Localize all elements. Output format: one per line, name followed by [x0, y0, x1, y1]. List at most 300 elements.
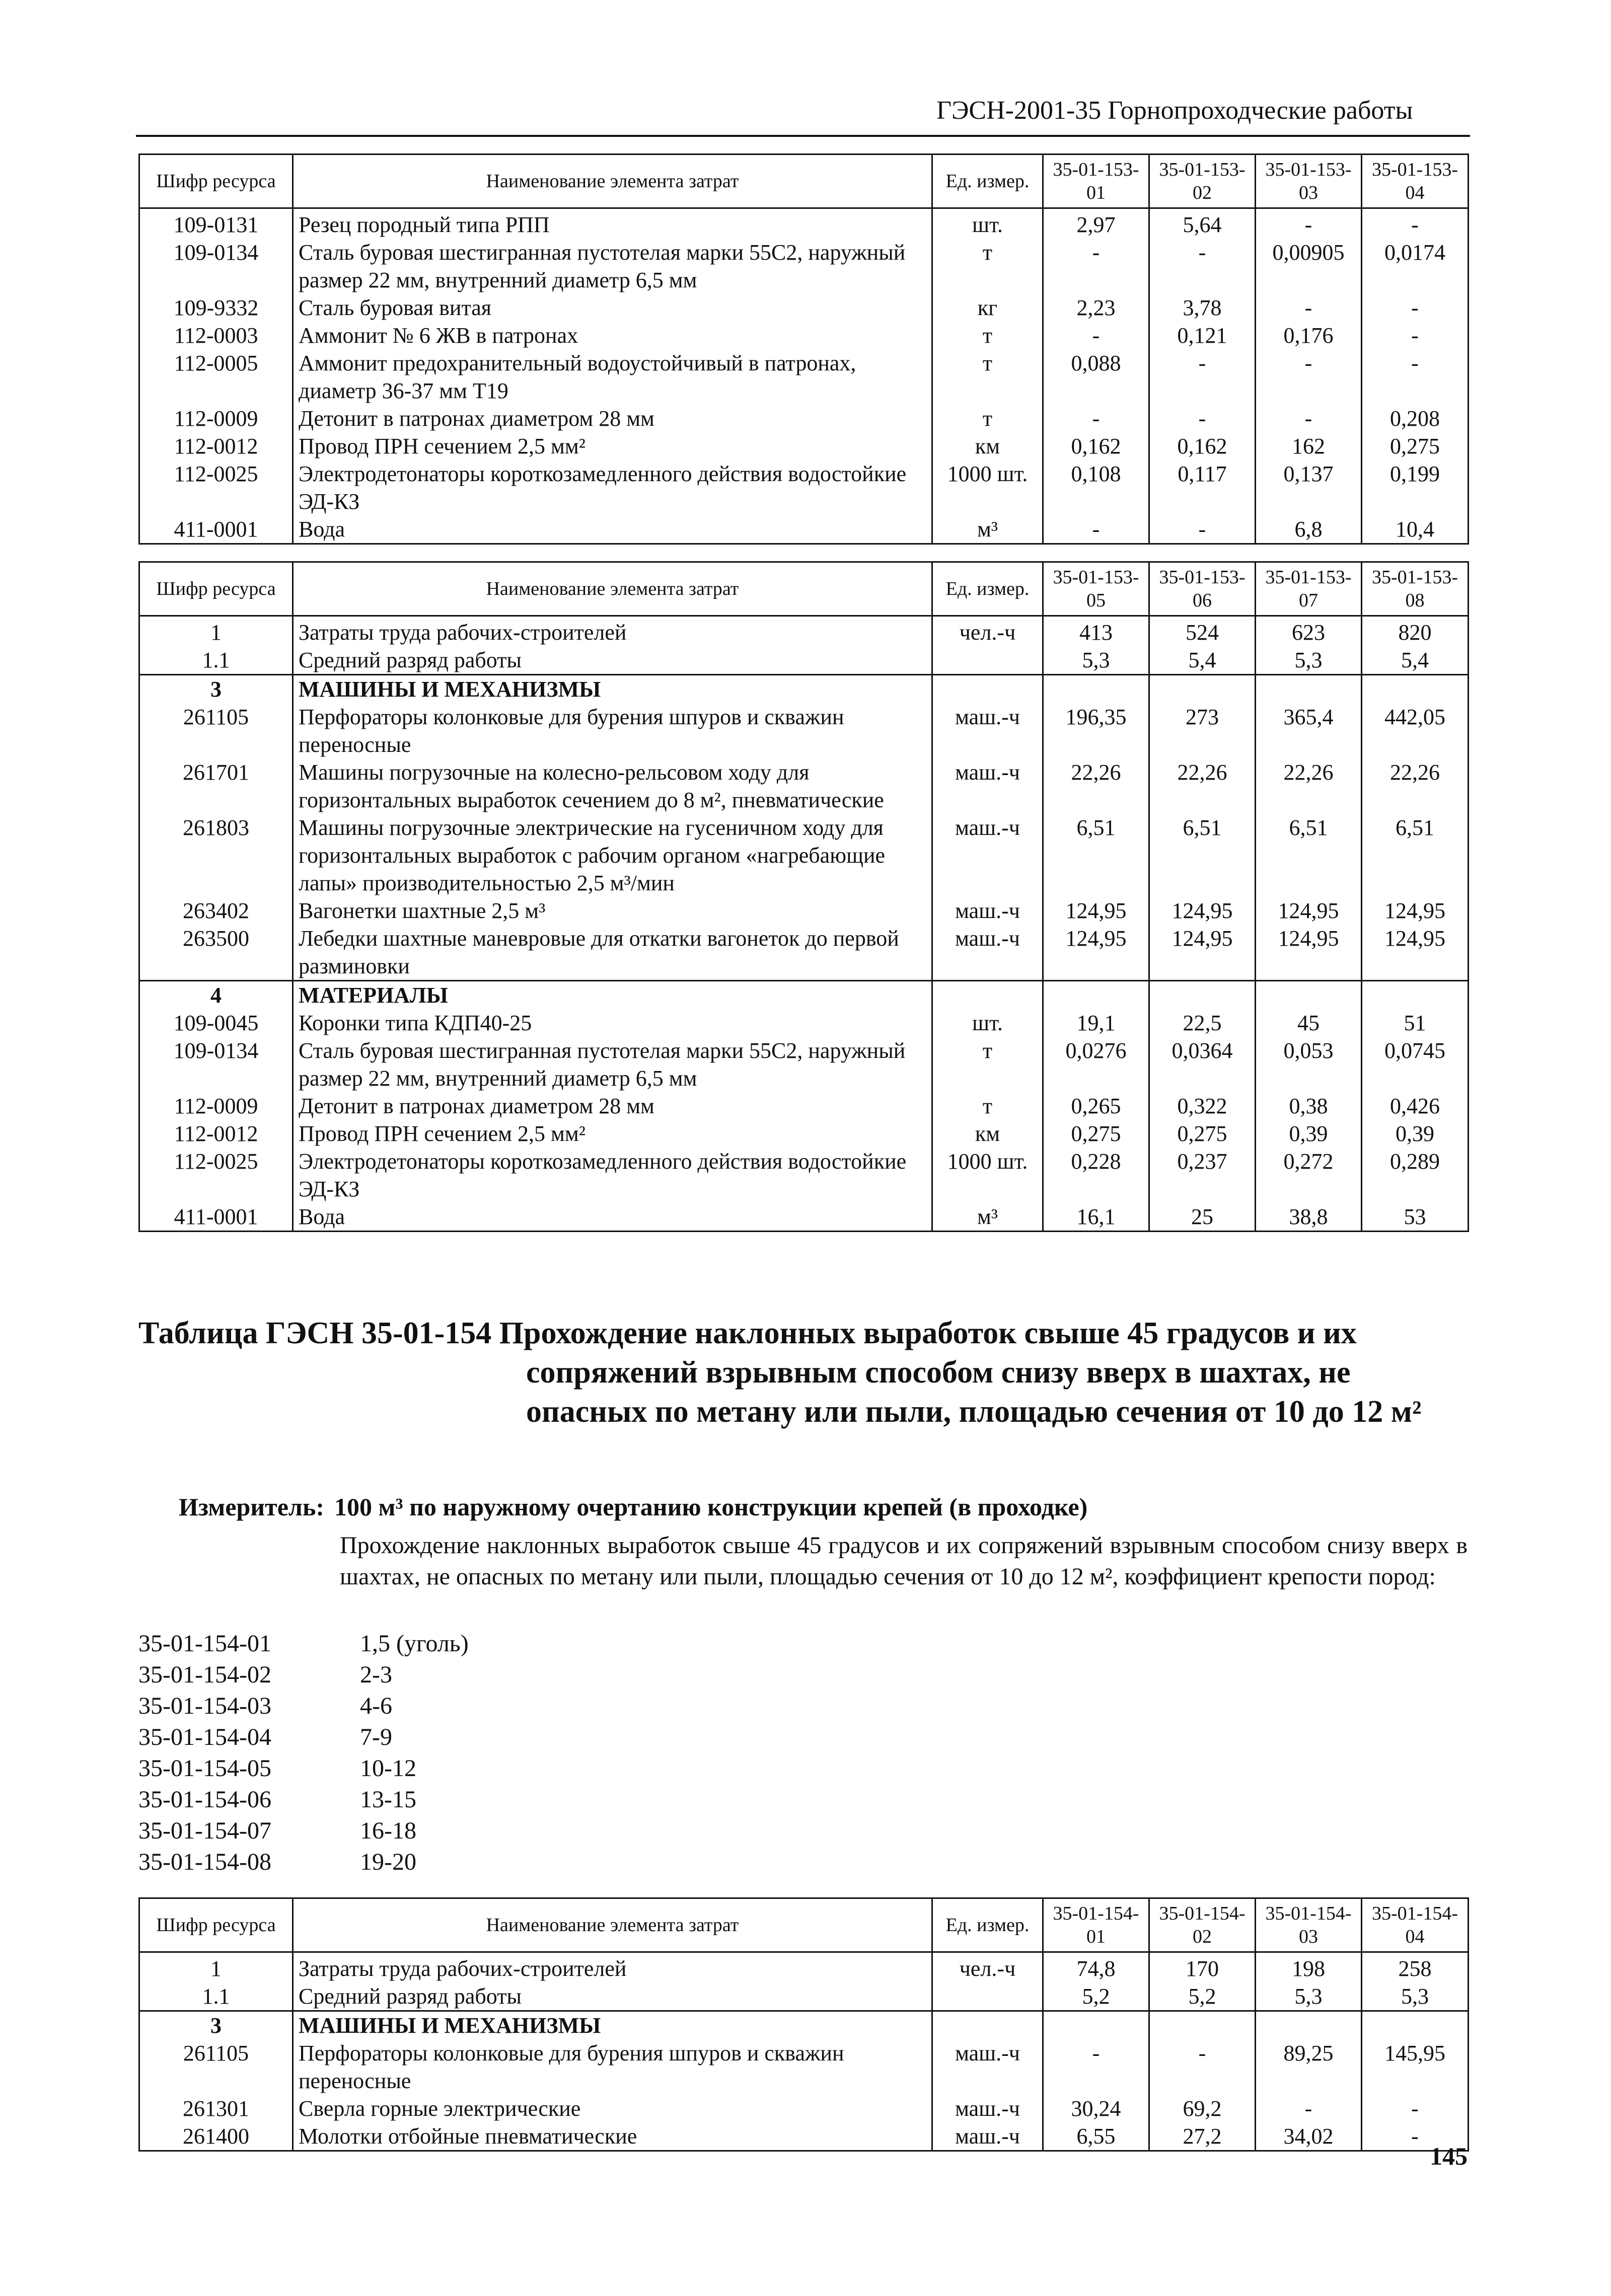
resource-table-153-01-04 [138, 154, 1469, 545]
rock-hardness-range: 16-18 [360, 1817, 416, 1844]
norm-value: 0,275 [1043, 1120, 1149, 1147]
column-header: Ед. измер. [932, 562, 1043, 616]
resource-code: 1 [139, 1952, 293, 1983]
norm-value: 0,289 [1362, 1147, 1469, 1203]
norm-code: 35-01-154-06 [138, 1786, 271, 1813]
norm-value: 0,322 [1149, 1092, 1256, 1120]
norm-value: 30,24 [1043, 2095, 1149, 2122]
table-row [139, 1009, 1469, 1037]
norm-value: 365,4 [1256, 703, 1362, 758]
table-row [139, 294, 1469, 322]
table-row [139, 1147, 1469, 1203]
cost-element-name: МАШИНЫ И МЕХАНИЗМЫ [293, 675, 932, 704]
column-header: 35-01-153-01 [1043, 155, 1149, 208]
norm-value: - [1362, 322, 1469, 349]
norm-value: - [1043, 515, 1149, 544]
norm-value: 0,137 [1256, 460, 1362, 515]
resource-code: 261105 [139, 2039, 293, 2095]
norm-value [1256, 675, 1362, 704]
unit-of-measure: маш.-ч [932, 814, 1043, 897]
norm-code: 35-01-154-03 [138, 1693, 271, 1719]
cost-element-name: Резец породный типа РПП [293, 208, 932, 239]
norm-value [1256, 2011, 1362, 2040]
norm-code-item [138, 1691, 469, 1722]
table-row [139, 460, 1469, 515]
norm-value: - [1149, 405, 1256, 432]
norm-value: 25 [1149, 1203, 1256, 1232]
unit-of-measure: м³ [932, 1203, 1043, 1232]
norm-value: 0,208 [1362, 405, 1469, 432]
table-row [139, 2122, 1469, 2151]
column-header: 35-01-153-03 [1256, 155, 1362, 208]
norm-value: 69,2 [1149, 2095, 1256, 2122]
cost-element-name: Затраты труда рабочих-строителей [293, 1952, 932, 1983]
norm-value: 0,108 [1043, 460, 1149, 515]
norm-value: 10,4 [1362, 515, 1469, 544]
resource-code: 112-0012 [139, 1120, 293, 1147]
norm-value: 162 [1256, 432, 1362, 460]
resource-code: 112-0009 [139, 405, 293, 432]
norm-value: 5,2 [1043, 1982, 1149, 2011]
norm-value [1362, 981, 1469, 1010]
resource-code: 109-0131 [139, 208, 293, 239]
table-row [139, 703, 1469, 758]
cost-element-name: Аммонит № 6 ЖВ в патронах [293, 322, 932, 349]
norm-value: 5,2 [1149, 1982, 1256, 2011]
norm-value: - [1362, 2122, 1469, 2151]
norm-value: - [1256, 294, 1362, 322]
table-row [139, 814, 1469, 897]
norm-code: 35-01-154-07 [138, 1817, 271, 1844]
norm-code-item [138, 1722, 469, 1753]
norm-code: 35-01-154-04 [138, 1724, 271, 1750]
meter-line [179, 1492, 1087, 1521]
table-row [139, 1037, 1469, 1092]
norm-value: 2,23 [1043, 294, 1149, 322]
norm-value [1043, 2011, 1149, 2040]
table-title-lead: Таблица ГЭСН 35-01-154 Прохождение наклонных выработок свыше 45 градусов и их [138, 1316, 1357, 1350]
column-header: Наименование элемента затрат [293, 562, 932, 616]
norm-value: 124,95 [1362, 925, 1469, 981]
unit-of-measure: шт. [932, 1009, 1043, 1037]
norm-value: 0,162 [1043, 432, 1149, 460]
norm-value: - [1256, 349, 1362, 405]
norm-value: 6,51 [1149, 814, 1256, 897]
table-row [139, 405, 1469, 432]
resource-code: 263402 [139, 897, 293, 925]
table-row [139, 646, 1469, 675]
norm-value: 22,26 [1149, 758, 1256, 814]
norm-value: 442,05 [1362, 703, 1469, 758]
norm-value: 6,51 [1256, 814, 1362, 897]
column-header: 35-01-153-02 [1149, 155, 1256, 208]
norm-value: 0,272 [1256, 1147, 1362, 1203]
norm-code: 35-01-154-08 [138, 1849, 271, 1875]
norm-value: - [1362, 208, 1469, 239]
norm-value: 0,117 [1149, 460, 1256, 515]
unit-of-measure [932, 2011, 1043, 2040]
unit-of-measure: маш.-ч [932, 2095, 1043, 2122]
table-row [139, 1203, 1469, 1232]
unit-of-measure: км [932, 1120, 1043, 1147]
cost-element-name: МАТЕРИАЛЫ [293, 981, 932, 1010]
unit-of-measure: шт. [932, 208, 1043, 239]
norm-value: - [1149, 2039, 1256, 2095]
rock-hardness-range: 4-6 [360, 1693, 392, 1719]
page-header: ГЭСН-2001-35 Горнопроходческие работы [936, 96, 1413, 125]
cost-element-name: Перфораторы колонковые для бурения шпуров и скважин переносные [293, 703, 932, 758]
norm-value: 524 [1149, 616, 1256, 647]
norm-value: 0,228 [1043, 1147, 1149, 1203]
norm-value: 820 [1362, 616, 1469, 647]
norm-value: 2,97 [1043, 208, 1149, 239]
unit-of-measure: 1000 шт. [932, 1147, 1043, 1203]
norm-value: 6,51 [1043, 814, 1149, 897]
unit-of-measure: маш.-ч [932, 925, 1043, 981]
norm-value: 34,02 [1256, 2122, 1362, 2151]
norm-value: 0,162 [1149, 432, 1256, 460]
unit-of-measure: маш.-ч [932, 2039, 1043, 2095]
norm-value: 51 [1362, 1009, 1469, 1037]
norm-value: 0,053 [1256, 1037, 1362, 1092]
column-header: Наименование элемента затрат [293, 1898, 932, 1952]
norm-value: 170 [1149, 1952, 1256, 1983]
norm-value: 0,00905 [1256, 239, 1362, 294]
norm-value: 22,5 [1149, 1009, 1256, 1037]
unit-of-measure: т [932, 1037, 1043, 1092]
cost-element-name: Средний разряд работы [293, 646, 932, 675]
norm-code-item [138, 1847, 469, 1878]
norm-value: 124,95 [1043, 925, 1149, 981]
norm-value: - [1149, 349, 1256, 405]
norm-value: 413 [1043, 616, 1149, 647]
norm-value: 0,0174 [1362, 239, 1469, 294]
unit-of-measure [932, 981, 1043, 1010]
unit-of-measure: чел.-ч [932, 616, 1043, 647]
table-row [139, 515, 1469, 544]
norm-value: - [1043, 2039, 1149, 2095]
resource-code: 112-0025 [139, 1147, 293, 1203]
table-title-continuation: сопряжений взрывным способом снизу вверх в шахтах, не опасных по метану или пыли, площадью сечения от 10 до 12 м² [526, 1355, 1422, 1429]
resource-code: 112-0005 [139, 349, 293, 405]
norm-value: 0,199 [1362, 460, 1469, 515]
norm-value: 5,3 [1256, 1982, 1362, 2011]
norm-code-item [138, 1784, 469, 1815]
norm-value: 5,4 [1149, 646, 1256, 675]
norm-value: 19,1 [1043, 1009, 1149, 1037]
norm-value: 196,35 [1043, 703, 1149, 758]
resource-code: 1 [139, 616, 293, 647]
norm-value: 124,95 [1043, 897, 1149, 925]
resource-code: 112-0012 [139, 432, 293, 460]
norm-value: 5,4 [1362, 646, 1469, 675]
norm-value: 0,275 [1149, 1120, 1256, 1147]
table-row [139, 1952, 1469, 1983]
column-header: Шифр ресурса [139, 562, 293, 616]
cost-element-name: Сталь буровая шестигранная пустотелая марки 55С2, наружный размер 22 мм, внутренний диаметр 6,5 мм [293, 239, 932, 294]
column-header: Ед. измер. [932, 155, 1043, 208]
cost-element-name: МАШИНЫ И МЕХАНИЗМЫ [293, 2011, 932, 2040]
resource-code: 3 [139, 2011, 293, 2040]
resource-code: 109-0134 [139, 239, 293, 294]
cost-element-name: Машины погрузочные на колесно-рельсовом ходу для горизонтальных выработок сечением до 8 м², пневматические [293, 758, 932, 814]
norm-value [1149, 2011, 1256, 2040]
norm-value [1043, 675, 1149, 704]
norm-value: 22,26 [1043, 758, 1149, 814]
rock-hardness-range: 7-9 [360, 1724, 392, 1750]
unit-of-measure: т [932, 239, 1043, 294]
resource-code: 109-9332 [139, 294, 293, 322]
norm-value: 273 [1149, 703, 1256, 758]
meter-value: 100 м³ по наружному очертанию конструкции крепей (в проходке) [334, 1493, 1088, 1521]
unit-of-measure: маш.-ч [932, 703, 1043, 758]
norm-value: - [1043, 322, 1149, 349]
norm-code-item [138, 1628, 469, 1659]
norm-value: 5,3 [1362, 1982, 1469, 2011]
table-row [139, 897, 1469, 925]
cost-element-name: Вода [293, 515, 932, 544]
table-row [139, 925, 1469, 981]
norm-value [1149, 981, 1256, 1010]
unit-of-measure: км [932, 432, 1043, 460]
norm-value [1043, 981, 1149, 1010]
norm-value: 0,265 [1043, 1092, 1149, 1120]
column-header: 35-01-153-07 [1256, 562, 1362, 616]
norm-value [1362, 2011, 1469, 2040]
norm-value: 89,25 [1256, 2039, 1362, 2095]
norm-value: 53 [1362, 1203, 1469, 1232]
unit-of-measure [932, 646, 1043, 675]
norm-value: 623 [1256, 616, 1362, 647]
table-row [139, 239, 1469, 294]
unit-of-measure: т [932, 349, 1043, 405]
rock-hardness-range: 1,5 (уголь) [360, 1630, 469, 1657]
norm-value: 22,26 [1362, 758, 1469, 814]
norm-code-list [138, 1628, 469, 1878]
norm-value: - [1362, 2095, 1469, 2122]
unit-of-measure: т [932, 1092, 1043, 1120]
resource-code: 4 [139, 981, 293, 1010]
column-header: Наименование элемента затрат [293, 155, 932, 208]
resource-code: 3 [139, 675, 293, 704]
resource-code: 109-0134 [139, 1037, 293, 1092]
norm-value: - [1256, 208, 1362, 239]
norm-value: 0,237 [1149, 1147, 1256, 1203]
unit-of-measure: т [932, 405, 1043, 432]
column-header: Шифр ресурса [139, 1898, 293, 1952]
table-header-row [139, 1898, 1469, 1952]
unit-of-measure: маш.-ч [932, 897, 1043, 925]
column-header: Ед. измер. [932, 1898, 1043, 1952]
norm-value: 22,26 [1256, 758, 1362, 814]
norm-code-item [138, 1815, 469, 1847]
norm-value: 3,78 [1149, 294, 1256, 322]
norm-value: 6,8 [1256, 515, 1362, 544]
norm-value: 124,95 [1149, 925, 1256, 981]
table-row [139, 432, 1469, 460]
norm-value: 258 [1362, 1952, 1469, 1983]
table-row [139, 675, 1469, 704]
table-row [139, 1120, 1469, 1147]
table-row [139, 1092, 1469, 1120]
rock-hardness-range: 2-3 [360, 1661, 392, 1688]
table-row [139, 981, 1469, 1010]
resource-code: 261301 [139, 2095, 293, 2122]
table-row [139, 1982, 1469, 2011]
work-description: Прохождение наклонных выработок свыше 45 градусов и их сопряжений взрывным способом снизу вверх в шахтах, не опасных по метану или пыли, площадью сечения от 10 до 12 м², коэффициент крепости пород: [340, 1532, 1468, 1590]
cost-element-name: Молотки отбойные пневматические [293, 2122, 932, 2151]
cost-element-name: Провод ПРН сечением 2,5 мм² [293, 1120, 932, 1147]
cost-element-name: Детонит в патронах диаметром 28 мм [293, 1092, 932, 1120]
norm-value: - [1149, 515, 1256, 544]
norm-value: 5,3 [1043, 646, 1149, 675]
norm-value: 124,95 [1256, 897, 1362, 925]
norm-value: 0,176 [1256, 322, 1362, 349]
column-header: 35-01-154-02 [1149, 1898, 1256, 1952]
resource-code: 1.1 [139, 646, 293, 675]
norm-value: 6,55 [1043, 2122, 1149, 2151]
norm-value: 145,95 [1362, 2039, 1469, 2095]
norm-value: 16,1 [1043, 1203, 1149, 1232]
column-header: 35-01-153-05 [1043, 562, 1149, 616]
norm-code-item [138, 1753, 469, 1784]
norm-value: 74,8 [1043, 1952, 1149, 1983]
table-header-row [139, 155, 1469, 208]
unit-of-measure: кг [932, 294, 1043, 322]
norm-value: 198 [1256, 1952, 1362, 1983]
column-header: 35-01-154-04 [1362, 1898, 1469, 1952]
norm-value: 5,64 [1149, 208, 1256, 239]
norm-code-item [138, 1659, 469, 1691]
table-row [139, 616, 1469, 647]
table-row [139, 758, 1469, 814]
table-row [139, 2039, 1469, 2095]
resource-code: 261803 [139, 814, 293, 897]
norm-value [1149, 675, 1256, 704]
resource-code: 109-0045 [139, 1009, 293, 1037]
table-row [139, 208, 1469, 239]
norm-value: 0,39 [1256, 1120, 1362, 1147]
cost-element-name: Детонит в патронах диаметром 28 мм [293, 405, 932, 432]
unit-of-measure [932, 675, 1043, 704]
table-row [139, 322, 1469, 349]
unit-of-measure: чел.-ч [932, 1952, 1043, 1983]
norm-value: 6,51 [1362, 814, 1469, 897]
norm-code: 35-01-154-02 [138, 1661, 271, 1688]
norm-value: 0,275 [1362, 432, 1469, 460]
unit-of-measure: м³ [932, 515, 1043, 544]
column-header: 35-01-154-01 [1043, 1898, 1149, 1952]
resource-code: 411-0001 [139, 1203, 293, 1232]
norm-value: - [1362, 294, 1469, 322]
cost-element-name: Затраты труда рабочих-строителей [293, 616, 932, 647]
cost-element-name: Сверла горные электрические [293, 2095, 932, 2122]
unit-of-measure: 1000 шт. [932, 460, 1043, 515]
norm-value: 0,0745 [1362, 1037, 1469, 1092]
rock-hardness-range: 13-15 [360, 1786, 416, 1813]
rock-hardness-range: 19-20 [360, 1849, 416, 1875]
column-header: Шифр ресурса [139, 155, 293, 208]
cost-element-name: Лебедки шахтные маневровые для откатки вагонеток до первой разминовки [293, 925, 932, 981]
resource-code: 112-0009 [139, 1092, 293, 1120]
resource-code: 263500 [139, 925, 293, 981]
cost-element-name: Средний разряд работы [293, 1982, 932, 2011]
norm-value: 0,39 [1362, 1120, 1469, 1147]
cost-element-name: Электродетонаторы короткозамедленного действия водостойкие ЭД-КЗ [293, 460, 932, 515]
cost-element-name: Электродетонаторы короткозамедленного действия водостойкие ЭД-КЗ [293, 1147, 932, 1203]
resource-code: 1.1 [139, 1982, 293, 2011]
norm-value: 0,121 [1149, 322, 1256, 349]
norm-value: 124,95 [1362, 897, 1469, 925]
norm-value: 124,95 [1149, 897, 1256, 925]
header-rule [136, 135, 1470, 137]
norm-value: 0,0276 [1043, 1037, 1149, 1092]
cost-element-name: Вагонетки шахтные 2,5 м³ [293, 897, 932, 925]
norm-value: - [1149, 239, 1256, 294]
unit-of-measure: маш.-ч [932, 2122, 1043, 2151]
resource-code: 261701 [139, 758, 293, 814]
resource-code: 411-0001 [139, 515, 293, 544]
resource-code: 112-0003 [139, 322, 293, 349]
norm-value: 45 [1256, 1009, 1362, 1037]
cost-element-name: Аммонит предохранительный водоустойчивый в патронах, диаметр 36-37 мм Т19 [293, 349, 932, 405]
norm-value: 0,0364 [1149, 1037, 1256, 1092]
table-title [138, 1314, 1478, 1431]
page-number: 145 [1430, 2142, 1468, 2170]
column-header: 35-01-154-03 [1256, 1898, 1362, 1952]
norm-value: - [1043, 405, 1149, 432]
cost-element-name: Машины погрузочные электрические на гусеничном ходу для горизонтальных выработок с рабочим органом «нагребающие лапы» производительностью 2,5 м³/мин [293, 814, 932, 897]
unit-of-measure: маш.-ч [932, 758, 1043, 814]
norm-value: 38,8 [1256, 1203, 1362, 1232]
norm-value: - [1362, 349, 1469, 405]
norm-code: 35-01-154-01 [138, 1630, 271, 1657]
cost-element-name: Вода [293, 1203, 932, 1232]
resource-code: 261400 [139, 2122, 293, 2151]
norm-value: 0,38 [1256, 1092, 1362, 1120]
resource-code: 261105 [139, 703, 293, 758]
column-header: 35-01-153-06 [1149, 562, 1256, 616]
cost-element-name: Коронки типа КДП40-25 [293, 1009, 932, 1037]
cost-element-name: Сталь буровая шестигранная пустотелая марки 55С2, наружный размер 22 мм, внутренний диаметр 6,5 мм [293, 1037, 932, 1092]
column-header: 35-01-153-08 [1362, 562, 1469, 616]
norm-value: 5,3 [1256, 646, 1362, 675]
unit-of-measure: т [932, 322, 1043, 349]
resource-code: 112-0025 [139, 460, 293, 515]
table-row [139, 2095, 1469, 2122]
norm-value: 124,95 [1256, 925, 1362, 981]
meter-label: Измеритель: [179, 1493, 325, 1521]
norm-value [1362, 675, 1469, 704]
norm-value: - [1043, 239, 1149, 294]
resource-table-153-05-08 [138, 561, 1469, 1232]
table-row [139, 2011, 1469, 2040]
norm-value: - [1256, 2095, 1362, 2122]
norm-code: 35-01-154-05 [138, 1755, 271, 1782]
cost-element-name: Перфораторы колонковые для бурения шпуров и скважин переносные [293, 2039, 932, 2095]
resource-table-154-01-04 [138, 1897, 1469, 2152]
cost-element-name: Сталь буровая витая [293, 294, 932, 322]
cost-element-name: Провод ПРН сечением 2,5 мм² [293, 432, 932, 460]
norm-value [1256, 981, 1362, 1010]
norm-value: 0,088 [1043, 349, 1149, 405]
column-header: 35-01-153-04 [1362, 155, 1469, 208]
unit-of-measure [932, 1982, 1043, 2011]
norm-value: - [1256, 405, 1362, 432]
norm-value: 0,426 [1362, 1092, 1469, 1120]
rock-hardness-range: 10-12 [360, 1755, 416, 1782]
table-row [139, 349, 1469, 405]
